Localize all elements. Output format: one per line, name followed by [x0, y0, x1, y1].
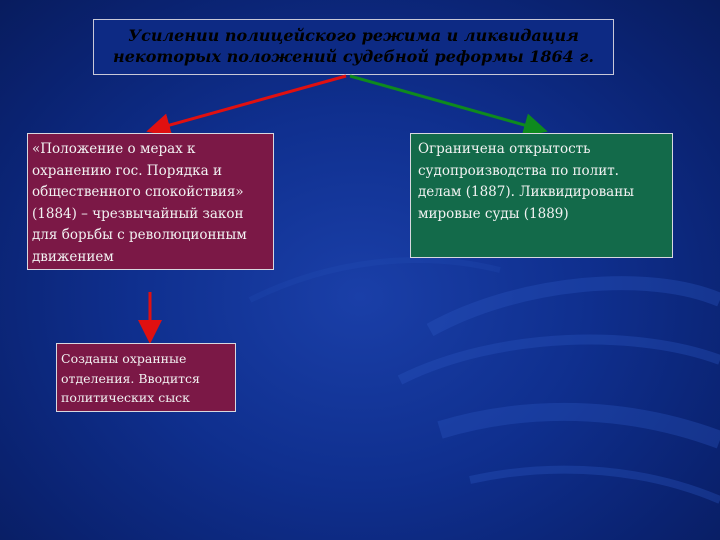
title-line-2: некоторых положений судебной реформы 1864 г.	[113, 47, 594, 66]
left-box-police-regulation	[27, 133, 274, 270]
right-box-court-restrictions	[410, 133, 673, 258]
arrow-to-right-box	[350, 76, 542, 130]
bottom-box-security-departments	[56, 343, 236, 412]
right-box-text: Ограничена открытость судопроизводства по полит. делам (1887). Ликвидированы мировые суды (1889)	[418, 141, 634, 222]
arrow-to-left-box	[152, 76, 346, 130]
left-box-text: «Положение о мерах к охранению гос. Порядка и общественного спокойствия» (1884) – чрезвычайный закон для борьбы с революционным движением	[32, 141, 247, 265]
bottom-box-text: Созданы охранные отделения. Вводится политических сыск	[61, 351, 200, 405]
title-line-1: Усилении полицейского режима и ликвидация	[128, 26, 579, 45]
